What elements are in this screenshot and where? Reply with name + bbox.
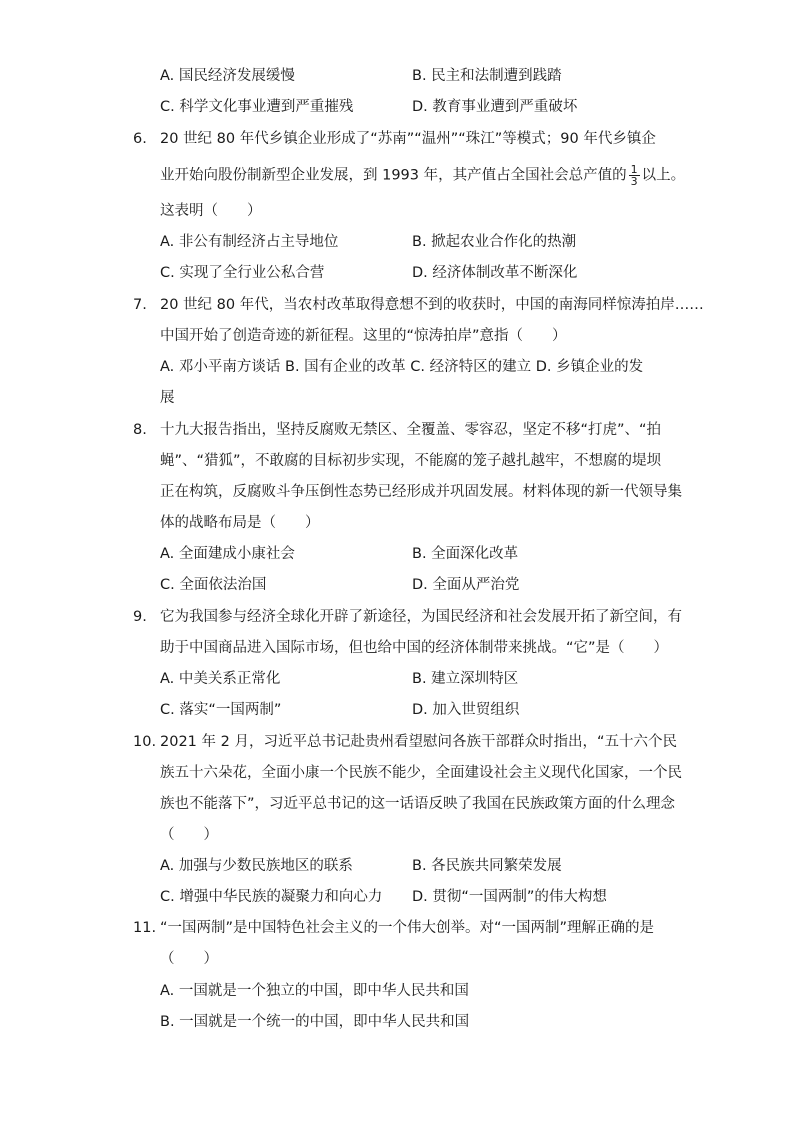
q9-option-b: B. 建立深圳特区 (412, 671, 519, 687)
q5-option-c: C. 科学文化事业遭到严重摧残 (160, 99, 354, 115)
q11-stem-line-1: “一国两制”是中国特色社会主义的一个伟大创举。对“一国两制”理解正确的是 (160, 920, 655, 936)
q8-option-c: C. 全面依法治国 (160, 577, 267, 593)
q5-option-d: D. 教育事业遭到严重破坏 (412, 99, 578, 115)
q10-option-d: D. 贯彻“一国两制”的伟大构想 (412, 889, 607, 905)
q6-option-d: D. 经济体制改革不断深化 (412, 265, 578, 281)
q7-stem-line-2: 中国开始了创造奇迹的新征程。这里的“惊涛拍岸”意指（ ） (160, 328, 567, 344)
q11-stem-line-2: （ ） (160, 951, 218, 967)
q10-number: 10. (133, 734, 157, 750)
q8-stem-line-1: 十九大报告指出，坚持反腐败无禁区、全覆盖、零容忍，坚定不移“打虎”、“拍 (160, 422, 662, 438)
q6-stem-line-3: 这表明（ ） (160, 203, 262, 219)
fraction-numerator: 1 (630, 163, 638, 176)
q7-options-line: A. 邓小平南方谈话 B. 国有企业的改革 C. 经济特区的建立 D. 乡镇企业的发 (160, 359, 644, 375)
q7-options-line-wrap: 展 (160, 390, 175, 406)
q8-option-d: D. 全面从严治党 (412, 577, 520, 593)
q8-option-a: A. 全面建成小康社会 (160, 546, 295, 562)
fraction-denominator: 3 (630, 175, 638, 188)
q6-option-b: B. 掀起农业合作化的热潮 (412, 234, 577, 250)
q9-number: 9. (133, 609, 147, 625)
q8-option-b: B. 全面深化改革 (412, 546, 519, 562)
q11-option-a: A. 一国就是一个独立的中国，即中华人民共和国 (160, 983, 469, 999)
q9-stem-line-2: 助于中国商品进入国际市场，但也给中国的经济体制带来挑战。“它”是（ ） (160, 640, 669, 656)
q11-option-b: B. 一国就是一个统一的中国，即中华人民共和国 (160, 1014, 470, 1030)
fraction (629, 164, 640, 187)
q6-stem-line-2-before: 业开始向股份制新型企业发展，到 1993 年，其产值占全国社会总产值的 (160, 167, 627, 184)
q6-stem-line-2-after: 以上。 (641, 167, 686, 184)
q6-option-c: C. 实现了全行业公私合营 (160, 265, 325, 281)
q5-option-b: B. 民主和法制遭到践踏 (412, 68, 562, 84)
q7-number: 7. (133, 297, 147, 313)
q9-option-d: D. 加入世贸组织 (412, 702, 520, 718)
q8-number: 8. (133, 422, 147, 438)
q8-stem-line-3: 正在构筑，反腐败斗争压倒性态势已经形成并巩固发展。材料体现的新一代领导集 (160, 484, 682, 500)
q5-option-a: A. 国民经济发展缓慢 (160, 68, 295, 84)
q7-stem-line-1: 20 世纪 80 年代，当农村改革取得意想不到的收获时，中国的南海同样惊涛拍岸…… (160, 297, 704, 313)
q10-option-a: A. 加强与少数民族地区的联系 (160, 858, 353, 874)
q6-stem-line-1: 20 世纪 80 年代乡镇企业形成了“苏南”“温州”“珠江”等模式；90 年代乡镇企 (160, 131, 656, 147)
q8-stem-line-2: 蝇”、“猎狐”，不敢腐的目标初步实现，不能腐的笼子越扎越牢，不想腐的堤坝 (160, 453, 662, 469)
q8-stem-line-4: 体的战略布局是（ ） (160, 515, 320, 531)
q9-option-a: A. 中美关系正常化 (160, 671, 281, 687)
q9-option-c: C. 落实“一国两制” (160, 702, 282, 718)
q10-option-b: B. 各民族共同繁荣发展 (412, 858, 562, 874)
q6-stem-line-2 (160, 164, 685, 187)
q10-stem-line-3: 族也不能落下”，习近平总书记的这一话语反映了我国在民族政策方面的什么理念 (160, 796, 676, 812)
q6-option-a: A. 非公有制经济占主导地位 (160, 234, 339, 250)
q10-option-c: C. 增强中华民族的凝聚力和向心力 (160, 889, 383, 905)
q10-stem-line-2: 族五十六朵花，全面小康一个民族不能少，全面建设社会主义现代化国家，一个民 (160, 765, 682, 781)
q6-number: 6. (133, 131, 147, 147)
q10-stem-line-1: 2021 年 2 月，习近平总书记赴贵州看望慰问各族干部群众时指出，“五十六个民 (160, 734, 677, 750)
q11-number: 11. (133, 920, 157, 936)
q9-stem-line-1: 它为我国参与经济全球化开辟了新途径，为国民经济和社会发展开拓了新空间，有 (160, 609, 682, 625)
q10-stem-line-4: （ ） (160, 827, 218, 843)
